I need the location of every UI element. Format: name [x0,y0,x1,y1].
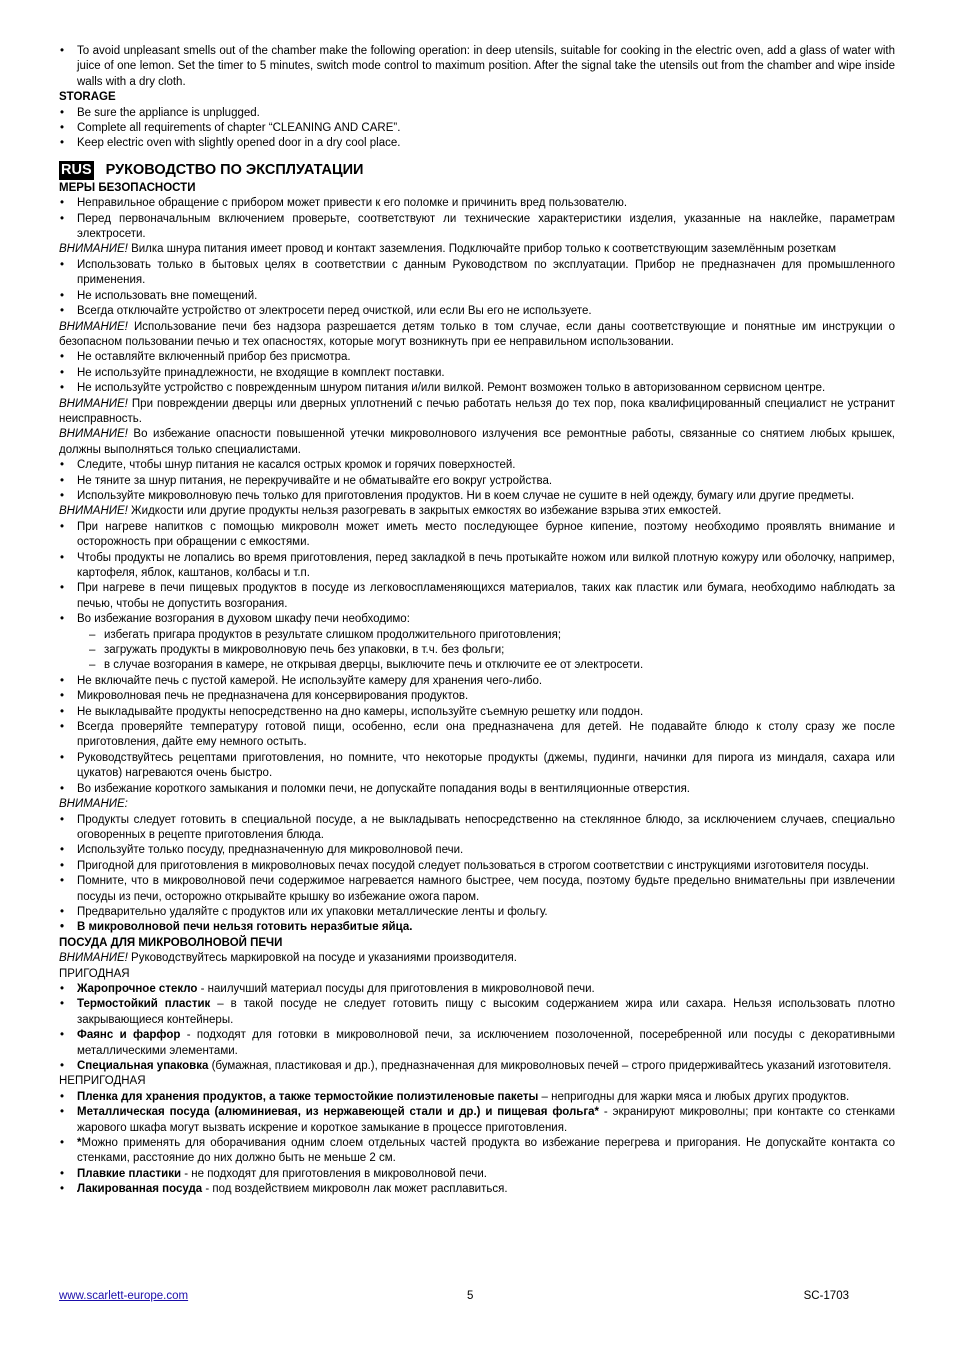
dish-item: • Фаянс и фарфор - подходят для готовки в микроволновой печи, за исключением позолоченной, посеребренной или посуды с декоративными металлическими элементами. [59,1028,895,1059]
safety-item: • Используйте микроволновую печь только для приготовления продуктов. Ни в коем случае не сушите в ней одежду, бумагу или другие предметы. [59,489,895,504]
safety-item: • Предварительно удаляйте с продуктов или их упаковки металлические ленты и фольгу. [59,905,895,920]
safety-item: • Всегда отключайте устройство от электросети перед очисткой, или если Вы его не используете. [59,304,895,319]
dish-item: • Термостойкий пластик – в такой посуде не следует готовить пищу с высоким содержанием жира или сахара. Нельзя использовать плотно закрывающиеся контейнеры. [59,997,895,1028]
dish-item: • *Можно применять для оборачивания одним слоем отдельных частей продукта во избежание перегрева и пригорания. Не допускайте контакта со стенками, расстояние до них должно быть не меньше 2 см. [59,1136,895,1167]
page-footer [59,1287,849,1305]
safety-item: • Микроволновая печь не предназначена для консервирования продуктов. [59,689,895,704]
warning-note: ВНИМАНИЕ! Жидкости или другие продукты нельзя разогревать в закрытых емкостях во избежание взрыва этих емкостей. [59,505,722,518]
warning-note: ВНИМАНИЕ! Руководствуйтесь маркировкой на посуде и указаниями производителя. [59,952,517,965]
safety-item: • Следите, чтобы шнур питания не касался острых кромок и горячих поверхностей. [59,458,895,473]
safety-item: • Пригодной для приготовления в микроволновых печах посудой следует пользоваться в строгом соответствии с инструкциями изготовителя посуды. [59,859,895,874]
warning-label: ВНИМАНИЕ! [59,243,128,256]
safety-item: • Неправильное обращение с прибором может привести к его поломке и причинить вред пользователю. [59,196,895,211]
rus-title [59,161,895,180]
safety-item: • Чтобы продукты не лопались во время приготовления, перед закладкой в печь протыкайте ножом или вилкой плотную кожуру или оболочку, например, картофеля, яблок, каштанов, колбасы и т.п. [59,551,895,582]
safety-item: • Использовать только в бытовых целях в соответствии с данным Руководством по эксплуатации. Прибор не предназначен для промышленного применения. [59,258,895,289]
dish-item: • Лакированная посуда - под воздействием микроволн лак может расплавиться. [59,1182,895,1197]
storage-heading: STORAGE [59,91,116,104]
warning-note: ВНИМАНИЕ! Во избежание опасности повышенной утечки микроволнового излучения все ремонтные работы, связанные со снятием любых крышек, должны выполняться только специалистами. [59,428,895,456]
model-number: SC-1703 [803,1290,849,1302]
dish-item: • Специальная упаковка (бумажная, пластиковая и др.), предназначенная для микроволновых печей – строго придерживайтесь указаний изготовителя. [59,1059,895,1074]
storage-item: • Complete all requirements of chapter “CLEANING AND CARE”. [59,121,895,136]
safety-subitem: – избегать пригара продуктов в результате слишком продолжительного приготовления; [59,628,895,643]
warning-label: ВНИМАНИЕ! [59,952,128,965]
warning-label: ВНИМАНИЕ! [59,505,128,518]
safety-subitem: – загружать продукты в микроволновую печь без упаковки, в т.ч. без фольги; [59,643,895,658]
safety-item: • Не использовать вне помещений. [59,289,895,304]
unsuitable-label: НЕПРИГОДНАЯ [59,1075,146,1088]
safety-item: • Используйте только посуду, предназначенную для микроволновой печи. [59,843,895,858]
safety-item: • Во избежание возгорания в духовом шкафу печи необходимо: [59,612,895,627]
suitable-label: ПРИГОДНАЯ [59,967,130,980]
warning-note: ВНИМАНИЕ! Использование печи без надзора разрешается детям только в том случае, если даны соответствующие и понятные им инструкции о безопасном пользовании печью и тех опасностях, которые могут возникнуть при ее неправильном использовании. [59,320,895,348]
safety-item: • Продукты следует готовить в специальной посуде, а не выкладывать непосредственно на стеклянное блюдо, за исключением случаев, специально оговоренных в рецепте приготовления блюда. [59,813,895,844]
dish-heading: ПОСУДА ДЛЯ МИКРОВОЛНОВОЙ ПЕЧИ [59,936,283,949]
language-badge: RUS [61,161,92,178]
dish-item: • Жаропрочное стекло - наилучший материал посуды для приготовления в микроволновой печи. [59,982,895,997]
safety-item: • Помните, что в микроволновой печи содержимое нагревается намного быстрее, чем посуда, поэтому будьте предельно внимательны при извлечении посуды из печи, осторожно открывайте крышку во избежание ожога паром. [59,874,895,905]
lemon-tip: • To avoid unpleasant smells out of the chamber make the following operation: in deep utensils, suitable for cooking in the electric oven, add a glass of water with juice of one lemon. Set the timer to 5 minutes, switch mode control to maximum position. After the signal take the utensils out from the chamber and wipe inside walls with a dry cloth. [59,44,895,90]
warning-note [59,797,895,812]
website-link[interactable]: www.scarlett-europe.com [59,1290,189,1302]
page-number: 5 [467,1290,474,1302]
warning-label: ВНИМАНИЕ! [59,320,128,333]
dish-item: • Пленка для хранения продуктов, а также термостойкие полиэтиленовые пакеты – непригодны для жарки мяса и любых других продуктов. [59,1090,895,1105]
safety-heading: МЕРЫ БЕЗОПАСНОСТИ [59,181,196,194]
safety-item: • Всегда проверяйте температуру готовой пищи, особенно, если она предназначена для детей. Не подавайте блюдо к столу сразу же после приготовления, дайте ему немного остыть. [59,720,895,751]
safety-item: • Не оставляйте включенный прибор без присмотра. [59,350,895,365]
safety-item: • Не включайте печь с пустой камерой. Не используйте камеру для хранения чего-либо. [59,674,895,689]
safety-item-bold: • В микроволновой печи нельзя готовить неразбитые яйца. [59,920,895,935]
safety-item: • При нагреве напитков с помощью микроволн может иметь место последующее бурное кипение, поэтому необходимо проявлять внимание и осторожность при обращении с емкостями. [59,520,895,551]
safety-item: • Не используйте устройство с поврежденным шнуром питания и/или вилкой. Ремонт возможен только в авторизованном сервисном центре. [59,381,895,396]
warning-label: ВНИМАНИЕ! [59,397,128,410]
rus-title-text: РУКОВОДСТВО ПО ЭКСПЛУАТАЦИИ [105,161,364,178]
safety-item: • Не используйте принадлежности, не входящие в комплект поставки. [59,366,895,381]
safety-item: • Не тяните за шнур питания, не перекручивайте и не обматывайте его вокруг устройства. [59,474,895,489]
safety-item: • Руководствуйтесь рецептами приготовления, но помните, что некоторые продукты (джемы, пудинги, начинки для пирога из миндаля, сахара или цукатов) нагреваются очень быстро. [59,751,895,782]
safety-item: • Перед первоначальным включением проверьте, соответствуют ли технические характеристики изделия, указанные на наклейке, параметрам электросети. [59,212,895,243]
warning-note: ВНИМАНИЕ! При повреждении дверцы или дверных уплотнений с печью работать нельзя до тех пор, пока квалифицированный специалист не устранит неисправность. [59,397,895,425]
warning-label: ВНИМАНИЕ: [59,798,128,811]
storage-item: • Keep electric oven with slightly opened door in a dry cool place. [59,136,895,151]
safety-item: • Не выкладывайте продукты непосредственно на дно камеры, используйте съемную решетку или поддон. [59,705,895,720]
safety-item: • Во избежание короткого замыкания и поломки печи, не допускайте попадания воды в вентиляционные отверстия. [59,782,895,797]
warning-note: ВНИМАНИЕ! Вилка шнура питания имеет провод и контакт заземления. Подключайте прибор только к соответствующим заземлённым розеткам [59,243,837,256]
dish-item: • Плавкие пластики - не подходят для приготовления в микроволновой печи. [59,1167,895,1182]
safety-item: • При нагреве в печи пищевых продуктов в посуде из легковоспламеняющихся материалов, таких как пластик или бумага, необходимо наблюдать за печью, чтобы не допустить возгорания. [59,581,895,612]
manual-page [59,44,895,1198]
warning-label: ВНИМАНИЕ! [59,428,128,441]
storage-item: • Be sure the appliance is unplugged. [59,106,895,121]
safety-subitem: – в случае возгорания в камере, не открывая дверцы, выключите печь и отключите ее от электросети. [59,658,895,673]
dish-item: • Металлическая посуда (алюминиевая, из нержавеющей стали и др.) и пищевая фольга* - экранируют микроволны; при контакте со стенками жарового шкафа могут вызвать искрение и короткое замыкание в процессе приготовления. [59,1105,895,1136]
